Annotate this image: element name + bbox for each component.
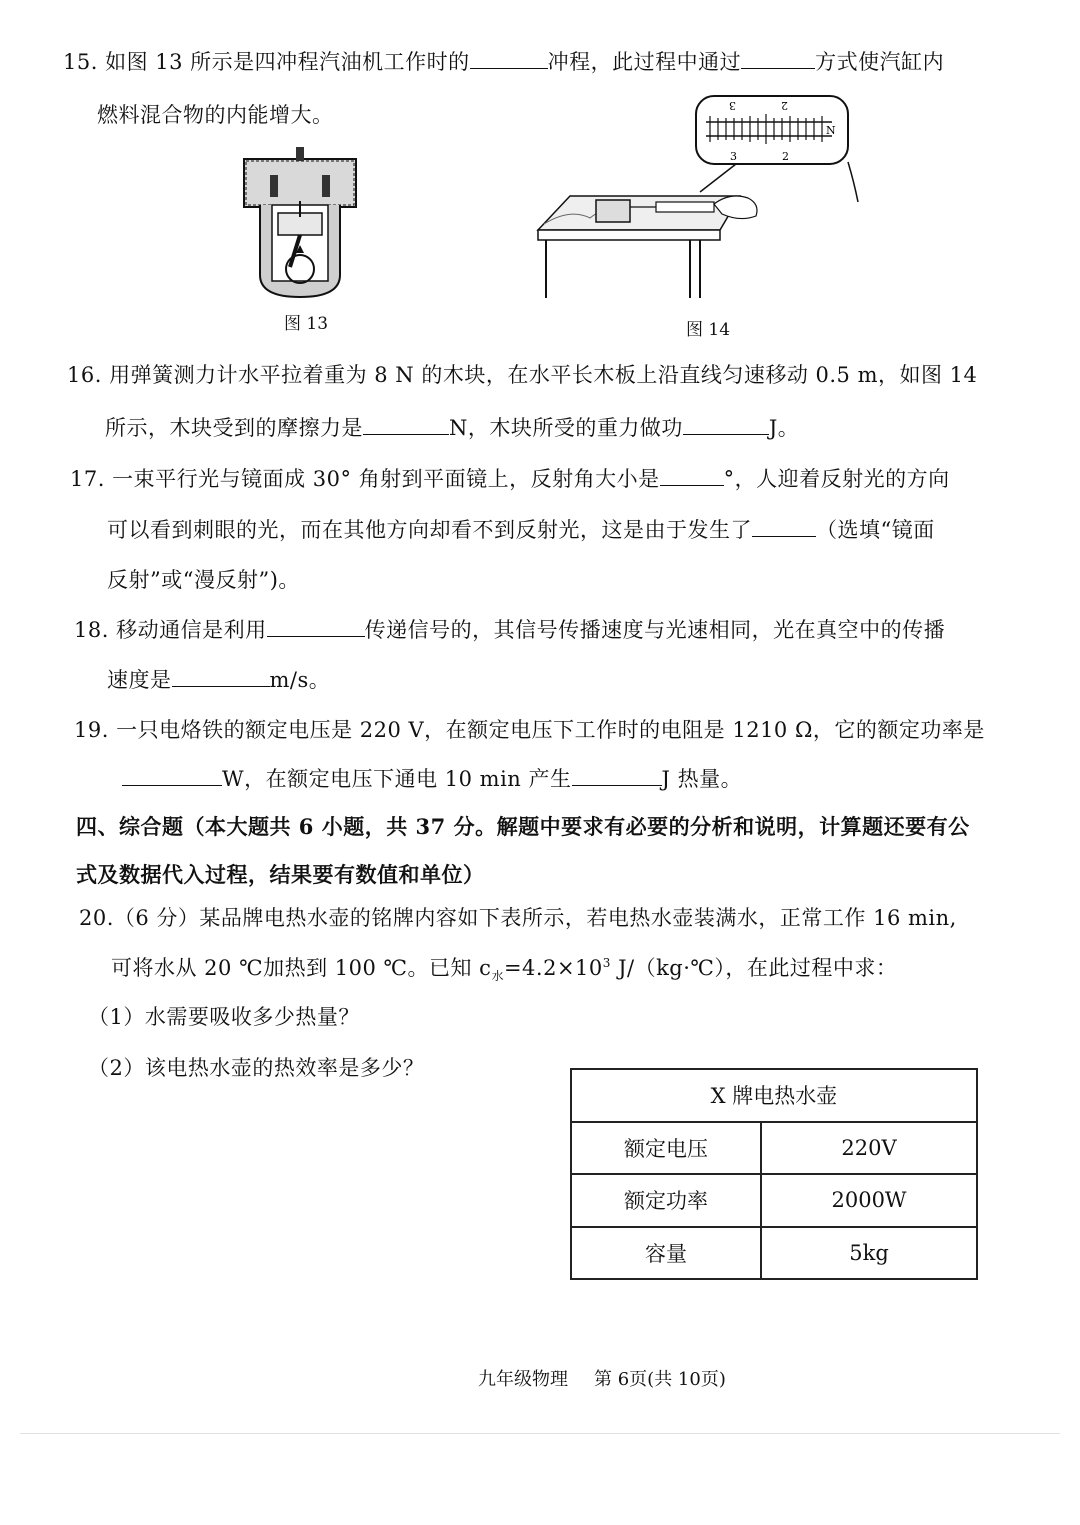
page-bottom-divider: [20, 1433, 1060, 1434]
q20-text-b: =4.2×10: [503, 956, 603, 980]
q16-line1: 16. 用弹簧测力计水平拉着重为 8 N 的木块，在水平长木板上沿直线匀速移动 0.5 m，如图 14: [67, 363, 978, 387]
q17-line3: 反射”或“漫反射”)。: [107, 568, 300, 592]
fig14-scale-label-bottom-2: 2: [782, 150, 789, 163]
q16-blank-1[interactable]: [363, 416, 449, 435]
q19-line1: 19. 一只电烙铁的额定电压是 220 V，在额定电压下工作时的电阻是 1210 Ω，它的额定功率是: [74, 718, 985, 742]
q16-text-b: N，木块所受的重力做功: [449, 416, 683, 440]
q17-text-a2: 可以看到刺眼的光，而在其他方向却看不到反射光，这是由于发生了: [107, 518, 752, 542]
q15-text-c: 方式使汽缸内: [815, 50, 945, 74]
section4-heading-line2: 式及数据代入过程，结果要有数值和单位）: [76, 862, 485, 887]
q20-sub2: （2）该电热水壶的热效率是多少？: [88, 1056, 425, 1080]
q15-text-a: 15. 如图 13 所示是四冲程汽油机工作时的: [63, 50, 470, 74]
section4-heading-line1: 四、综合题（本大题共 6 小题，共 37 分。解题中要求有必要的分析和说明，计算题还要有公: [76, 814, 970, 839]
q19-text-a: W，在额定电压下通电 10 min 产生: [222, 767, 572, 791]
q18-line2: [107, 664, 330, 694]
q16-text-c: J。: [768, 416, 800, 440]
q15-line2: 燃料混合物的内能增大。: [97, 103, 334, 127]
nameplate-value-capacity: 5kg: [761, 1227, 977, 1280]
table-row: [571, 1122, 977, 1175]
q17-blank-1[interactable]: [660, 467, 724, 486]
q18-blank-1[interactable]: [267, 618, 365, 637]
fig14-scale-label-top-2: 2: [781, 99, 788, 112]
q20-text-c: J/（kg·℃），在此过程中求：: [610, 956, 898, 980]
q20-superscript: 3: [602, 956, 611, 970]
fig14-scale-label-bottom-3: 3: [730, 150, 737, 163]
q16-line2: [105, 412, 799, 442]
q16-blank-2[interactable]: [683, 416, 769, 435]
q20-text-a: 可将水从 20 ℃加热到 100 ℃。已知 c: [111, 956, 492, 980]
q18-blank-2[interactable]: [172, 668, 270, 687]
footer-subject: 九年级物理: [478, 1369, 568, 1390]
q17-blank-2[interactable]: [752, 518, 816, 537]
table-row: [571, 1174, 977, 1227]
q17-line2: [107, 514, 935, 544]
q15-line1: [63, 46, 944, 76]
q17-line1: [70, 463, 950, 493]
q18-text-b2: m/s。: [269, 668, 331, 692]
table-row: [571, 1227, 977, 1280]
q18-text-a: 18. 移动通信是利用: [74, 618, 267, 642]
q20-sub1: （1）水需要吸收多少热量？: [88, 1005, 360, 1029]
q20-subscript-water: 水: [491, 969, 504, 984]
q15-blank-2[interactable]: [741, 50, 815, 69]
q19-blank-1[interactable]: [122, 767, 222, 786]
nameplate-title-row: [571, 1069, 977, 1122]
fig14-scale-unit-label: N: [826, 124, 836, 137]
q15-text-b: 冲程，此过程中通过: [547, 50, 742, 74]
nameplate-label-power: 额定功率: [571, 1174, 761, 1227]
figure13-engine-diagram: [240, 145, 360, 305]
q20-line2: [111, 952, 897, 984]
q18-text-a2: 速度是: [107, 668, 172, 692]
nameplate-title: X 牌电热水壶: [571, 1069, 977, 1122]
figure14-spring-scale-diagram: [530, 92, 870, 302]
q20-line1: 20.（6 分）某品牌电热水壶的铭牌内容如下表所示，若电热水壶装满水，正常工作 16 min,: [79, 906, 957, 930]
q17-text-a: 17. 一束平行光与镜面成 30° 角射到平面镜上，反射角大小是: [70, 467, 660, 491]
q18-line1: [74, 614, 945, 644]
nameplate-value-voltage: 220V: [761, 1122, 977, 1175]
q19-blank-2[interactable]: [572, 767, 662, 786]
q15-blank-1[interactable]: [470, 50, 548, 69]
figure13-caption: 图 13: [284, 314, 329, 334]
q18-text-b: 传递信号的，其信号传播速度与光速相同，光在真空中的传播: [364, 618, 946, 642]
q19-text-b: J 热量。: [661, 767, 743, 791]
q19-line2: [122, 763, 742, 793]
nameplate-label-voltage: 额定电压: [571, 1122, 761, 1175]
nameplate-label-capacity: 容量: [571, 1227, 761, 1280]
q17-text-b2: （选填“镜面: [816, 518, 935, 542]
q16-text-a: 所示，木块受到的摩擦力是: [105, 416, 363, 440]
q17-text-b: °，人迎着反射光的方向: [723, 467, 950, 491]
figure14-caption: 图 14: [686, 320, 731, 340]
fig14-scale-label-top-3: 3: [729, 99, 736, 112]
footer-page-number: 第 6页(共 10页): [594, 1369, 726, 1390]
nameplate-table: [570, 1068, 978, 1280]
nameplate-value-power: 2000W: [761, 1174, 977, 1227]
